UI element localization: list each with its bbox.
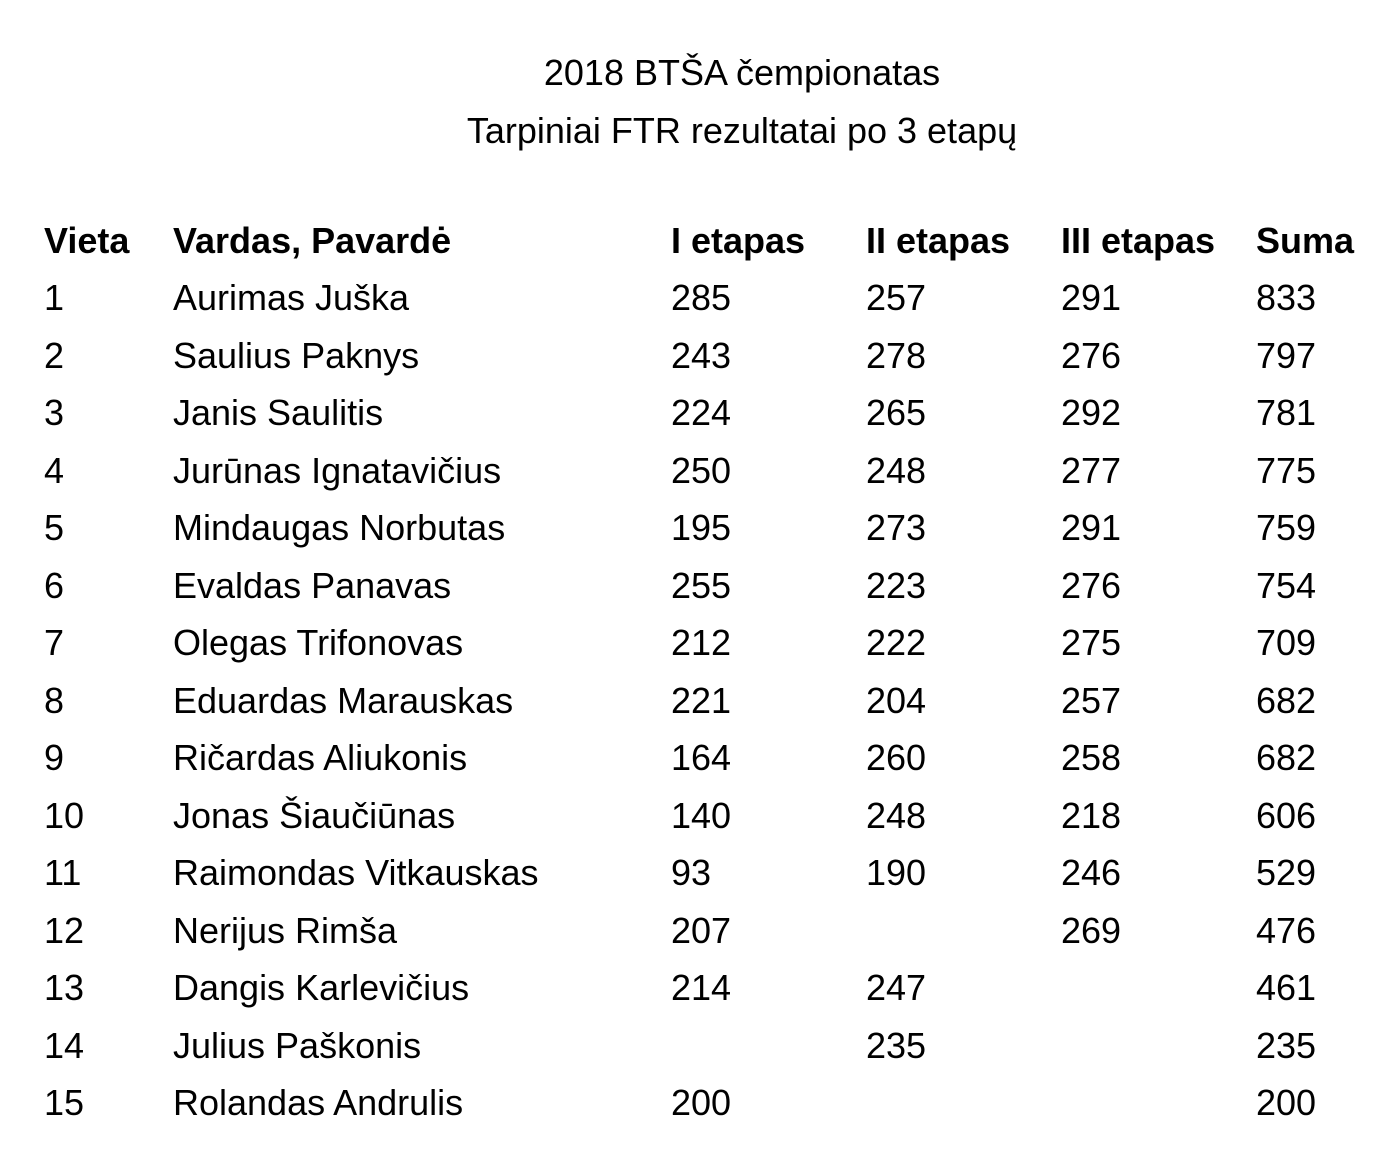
name-cell: Nerijus Rimša [173, 909, 398, 951]
sum-cell: 709 [1256, 622, 1317, 664]
stage-1-cell: 200 [671, 1082, 732, 1124]
table-row [44, 615, 1374, 673]
header-stage-3: III etapas [1061, 219, 1216, 261]
stage-1-cell: 93 [671, 852, 712, 894]
place-cell: 15 [44, 1082, 85, 1124]
table-row [44, 500, 1374, 558]
place-cell: 5 [44, 507, 65, 549]
table-row [44, 902, 1374, 960]
stage-3-cell: 275 [1061, 622, 1122, 664]
stage-2-cell: 223 [866, 564, 927, 606]
stage-1-cell: 214 [671, 967, 732, 1009]
place-cell: 2 [44, 334, 65, 376]
place-cell: 3 [44, 392, 65, 434]
stage-2-cell: 247 [866, 967, 927, 1009]
place-cell: 13 [44, 967, 85, 1009]
header-sum: Suma [1256, 219, 1355, 261]
name-cell: Ričardas Aliukonis [173, 737, 468, 779]
stage-2-cell: 278 [866, 334, 927, 376]
stage-2-cell: 265 [866, 392, 927, 434]
sum-cell: 235 [1256, 1024, 1317, 1066]
stage-3-cell: 277 [1061, 449, 1122, 491]
name-cell: Dangis Karlevičius [173, 967, 470, 1009]
name-cell: Olegas Trifonovas [173, 622, 464, 664]
stage-3-cell: 276 [1061, 334, 1122, 376]
stage-2-cell: 257 [866, 277, 927, 319]
table-row [44, 787, 1374, 845]
stage-3-cell: 276 [1061, 564, 1122, 606]
place-cell: 14 [44, 1024, 85, 1066]
stage-2-cell: 235 [866, 1024, 927, 1066]
stage-2-cell [866, 1075, 1061, 1133]
stage-3-cell: 291 [1061, 277, 1122, 319]
table-row [44, 270, 1374, 328]
stage-3-cell: 291 [1061, 507, 1122, 549]
sum-cell: 682 [1256, 737, 1317, 779]
sum-cell: 759 [1256, 507, 1317, 549]
table-row [44, 327, 1374, 385]
stage-3-cell: 246 [1061, 852, 1122, 894]
stage-1-cell: 255 [671, 564, 732, 606]
stage-2-cell: 204 [866, 679, 927, 721]
table-row [44, 385, 1374, 443]
results-body [44, 270, 1374, 1133]
header-row [44, 212, 1374, 270]
stage-1-cell: 140 [671, 794, 732, 836]
sum-cell: 781 [1256, 392, 1317, 434]
place-cell: 4 [44, 449, 65, 491]
title-line-2: Tarpiniai FTR rezultatai po 3 etapų [466, 110, 1018, 151]
place-cell: 12 [44, 909, 85, 951]
results-table [44, 212, 1374, 1132]
sum-cell: 476 [1256, 909, 1317, 951]
sum-cell: 775 [1256, 449, 1317, 491]
sum-cell: 461 [1256, 967, 1317, 1009]
header-stage-1: I etapas [671, 219, 806, 261]
name-cell: Eduardas Marauskas [173, 679, 514, 721]
name-cell: Jonas Šiaučiūnas [173, 794, 456, 836]
header-stage-2: II etapas [866, 219, 1011, 261]
sum-cell: 797 [1256, 334, 1317, 376]
header-place: Vieta [44, 219, 130, 261]
stage-3-cell: 257 [1061, 679, 1122, 721]
name-cell: Raimondas Vitkauskas [173, 852, 539, 894]
name-cell: Jurūnas Ignatavičius [173, 449, 502, 491]
place-cell: 1 [44, 277, 65, 319]
stage-2-cell: 248 [866, 794, 927, 836]
name-cell: Mindaugas Norbutas [173, 507, 506, 549]
stage-2-cell: 190 [866, 852, 927, 894]
sum-cell: 754 [1256, 564, 1317, 606]
stage-3-cell [1061, 1017, 1256, 1075]
sum-cell: 682 [1256, 679, 1317, 721]
stage-2-cell [866, 902, 1061, 960]
title-line-1: 2018 BTŠA čempionatas [543, 52, 941, 93]
sum-cell: 833 [1256, 277, 1317, 319]
table-row [44, 960, 1374, 1018]
place-cell: 7 [44, 622, 65, 664]
stage-1-cell: 243 [671, 334, 732, 376]
sum-cell: 200 [1256, 1082, 1317, 1124]
place-cell: 9 [44, 737, 65, 779]
stage-2-cell: 273 [866, 507, 927, 549]
stage-3-cell: 258 [1061, 737, 1122, 779]
table-row [44, 1017, 1374, 1075]
place-cell: 11 [44, 852, 82, 894]
stage-1-cell: 207 [671, 909, 732, 951]
name-cell: Aurimas Juška [173, 277, 410, 319]
stage-1-cell: 221 [671, 679, 732, 721]
stage-3-cell [1061, 960, 1256, 1018]
sum-cell: 529 [1256, 852, 1317, 894]
stage-1-cell: 195 [671, 507, 732, 549]
stage-1-cell: 250 [671, 449, 732, 491]
name-cell: Saulius Paknys [173, 334, 420, 376]
stage-1-cell: 285 [671, 277, 732, 319]
stage-1-cell: 164 [671, 737, 732, 779]
table-row [44, 1075, 1374, 1133]
stage-2-cell: 222 [866, 622, 927, 664]
table-row [44, 442, 1374, 500]
name-cell: Julius Paškonis [173, 1024, 422, 1066]
stage-2-cell: 248 [866, 449, 927, 491]
stage-2-cell: 260 [866, 737, 927, 779]
place-cell: 10 [44, 794, 85, 836]
name-cell: Rolandas Andrulis [173, 1082, 464, 1124]
name-cell: Evaldas Panavas [173, 564, 452, 606]
stage-3-cell: 218 [1061, 794, 1122, 836]
table-row [44, 672, 1374, 730]
sum-cell: 606 [1256, 794, 1317, 836]
header-name: Vardas, Pavardė [173, 219, 452, 261]
table-row [44, 730, 1374, 788]
stage-3-cell [1061, 1075, 1256, 1133]
table-row [44, 557, 1374, 615]
table-row [44, 845, 1374, 903]
place-cell: 6 [44, 564, 65, 606]
stage-3-cell: 269 [1061, 909, 1122, 951]
place-cell: 8 [44, 679, 65, 721]
stage-1-cell: 212 [671, 622, 732, 664]
stage-3-cell: 292 [1061, 392, 1122, 434]
stage-1-cell [671, 1017, 866, 1075]
document-title [0, 44, 1374, 160]
name-cell: Janis Saulitis [173, 392, 384, 434]
stage-1-cell: 224 [671, 392, 732, 434]
